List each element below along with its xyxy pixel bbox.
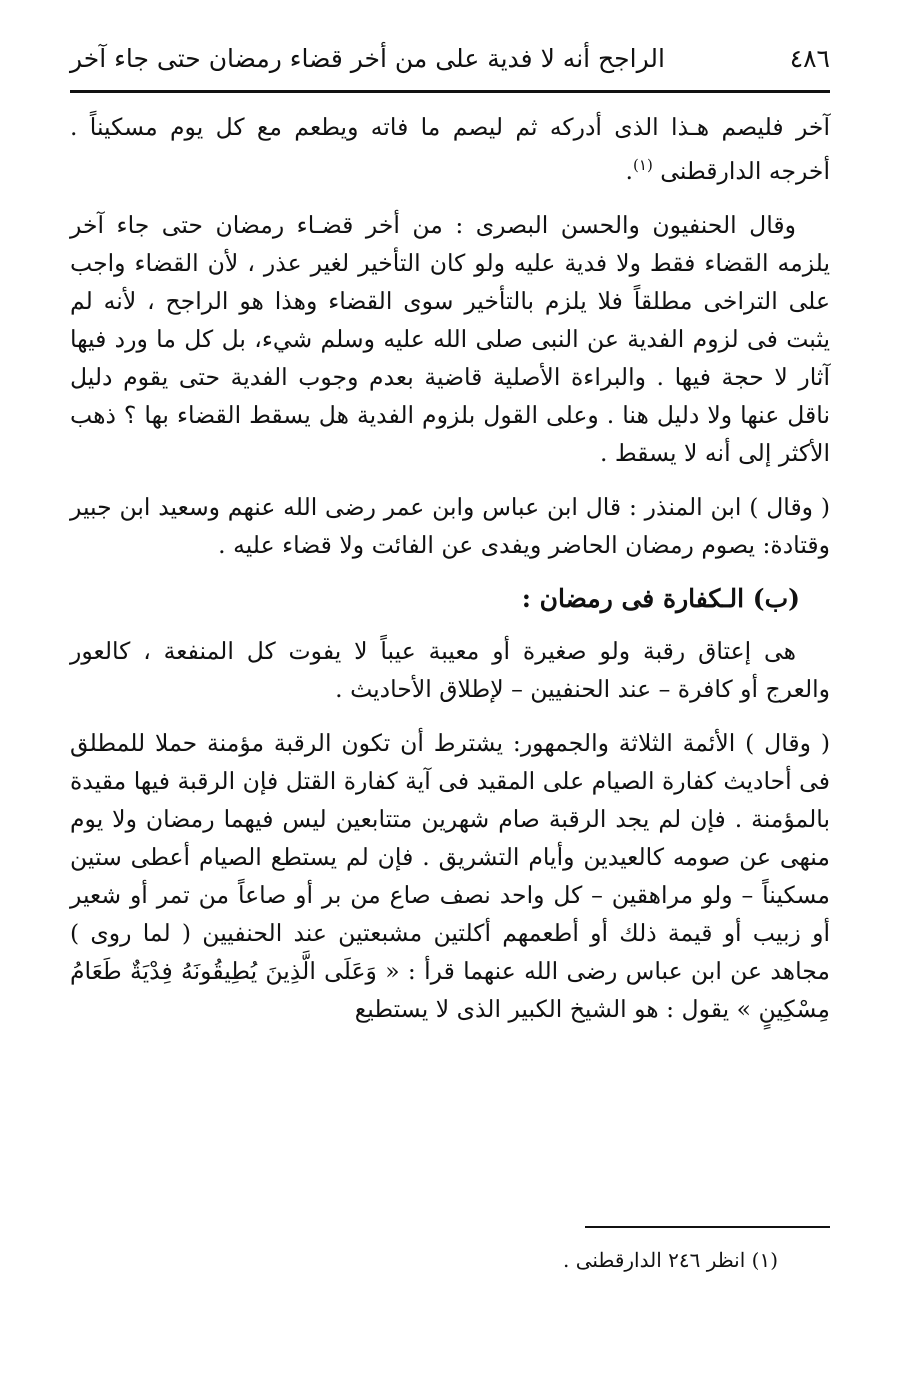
page-header xyxy=(70,30,830,86)
paragraph-2: وقال الحنفيون والحسن البصرى : من أخر قضـاء رمضان حتى جاء آخر يلزمه القضاء فقط ولا فدية عليه ولو كان التأخير لغير عذر ، لأن القضاء واجب على التراخى مطلقاً فلا يلزم بالتأخير سوى القضاء وهذا هو الراجح ، لأنه لم يثبت فى لزوم الفدية عن النبى صلى الله عليه وسلم شيء، بل كل ما ورد فيها آثار لا حجة فيها . والبراءة الأصلية قاضية بعدم وجوب الفدية حتى يقوم دليل ناقل عنها ولا دليل هنا . وعلى القول بلزوم الفدية هل يسقط القضاء بها ؟ ذهب الأكثر إلى أنه لا يسقط . xyxy=(70,210,830,467)
footnote: (١) انظر ٢٤٦ الدارقطنى . xyxy=(563,1248,778,1272)
main-text xyxy=(70,108,830,1044)
paragraph-5: ( وقال ) الأئمة الثلاثة والجمهور: يشترط أن تكون الرقبة مؤمنة حملا للمطلق فى أحاديث كفارة الصيام على المقيد فى آية كفارة القتل فإن الرقبة فيها مقيدة بالمؤمنة . فإن لم يجد الرقبة صام شهرين متتابعين ليس فيهما رمضان ولا يوم منهى عن صومه كالعيدين وأيام التشريق . فإن لم يستطع الصيام أعطى ستين مسكيناً – ولو مراهقين – كل واحد نصف صاع من بر أو صاعاً من تمر أو شعير أو زبيب أو قيمة ذلك أو أطعمهم أكلتين مشبعتين عند الحنفيين ( لما روى ) مجاهد عن ابن عباس رضى الله عنهما قرأ : « وَعَلَى الَّذِينَ يُطِيقُونَهُ فِدْيَةٌ طَعَامُ مِسْكِينٍ » يقول : هو الشيخ الكبير الذى لا يستطيع xyxy=(70,728,830,1023)
footnote-ref: (١) xyxy=(633,156,653,174)
paragraph-3: ( وقال ) ابن المنذر : قال ابن عباس وابن عمر رضى الله عنهم وسعيد ابن جبير وقتادة: يصوم رمضان الحاضر ويفدى عن الفائت ولا قضاء عليه . xyxy=(70,492,830,559)
paragraph-4: هى إعتاق رقبة ولو صغيرة أو معيبة عيباً لا يفوت كل المنفعة ، كالعور والعرج أو كافرة – عند الحنفيين – لإطلاق الأحاديث . xyxy=(70,636,830,703)
footnote-rule xyxy=(585,1226,830,1228)
page-number: ٤٨٦ xyxy=(789,43,830,73)
header-rule xyxy=(70,90,830,93)
paragraph-1: آخر فليصم هـذا الذى أدركه ثم ليصم ما فاته ويطعم مع كل يوم مسكيناً . أخرجه الدارقطنى $^{(١)}$. xyxy=(70,113,830,185)
running-title: الراجح أنه لا فدية على من أخر قضاء رمضان حتى جاء آخر xyxy=(70,43,665,73)
section-title: (ب) الـكفارة فى رمضان : xyxy=(521,583,800,613)
